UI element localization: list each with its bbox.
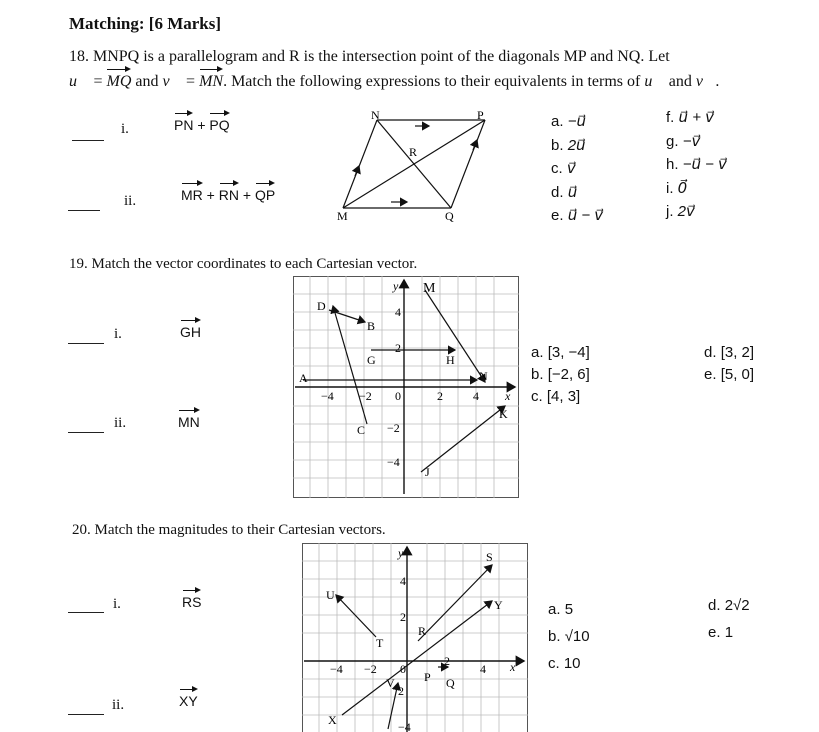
q19-graph <box>293 276 519 498</box>
q19-i-vector <box>180 324 201 340</box>
label-m: M <box>423 281 436 296</box>
q19-options-left <box>531 342 590 408</box>
label-g: G <box>367 353 376 367</box>
q18-options-left <box>551 110 603 228</box>
equals: = <box>89 73 107 90</box>
y-tick-4: 4 <box>395 305 401 319</box>
label-y: Y <box>494 598 503 612</box>
option-h[interactable]: h. −u⃗ − v⃗ <box>666 156 727 173</box>
q20-i-vector <box>182 594 201 610</box>
option-b[interactable]: b. [−2, 6] <box>531 366 590 383</box>
q18-ii-expression <box>181 187 275 203</box>
vector-xy <box>342 601 492 715</box>
label-j: J <box>425 465 430 479</box>
q18-i-number: i. <box>121 121 129 137</box>
option-b[interactable]: b. √10 <box>548 628 590 645</box>
x-tick-4: 4 <box>480 662 486 676</box>
vector-mr: MR <box>181 187 203 203</box>
q19-ii-number: ii. <box>114 415 127 431</box>
q18-i-expression <box>174 117 230 133</box>
option-a[interactable]: a. [3, −4] <box>531 344 590 361</box>
option-j[interactable]: j. 2v⃗ <box>666 203 695 220</box>
x-tick-2: 2 <box>444 654 450 668</box>
q18-i-answer-blank[interactable] <box>72 140 104 141</box>
label-r: R <box>418 624 427 638</box>
q19-options-right <box>704 342 754 386</box>
label-c: C <box>357 423 366 437</box>
q20-ii-vector <box>179 693 198 709</box>
prompt-rest: . Match the following expressions to their equivalents in terms of <box>223 73 645 90</box>
q18-ii-number: ii. <box>124 193 137 209</box>
label-t: T <box>376 636 384 650</box>
vector-qp: QP <box>254 187 276 203</box>
label-s: S <box>486 550 493 564</box>
q20-options-left <box>548 596 590 677</box>
x-tick-neg4: −4 <box>321 389 334 403</box>
label-v: V <box>386 676 395 690</box>
parallelogram-diagram <box>335 110 495 222</box>
label-n: N <box>371 110 380 122</box>
and-text: and <box>664 73 696 90</box>
label-h: H <box>446 353 455 367</box>
q19-ii-vector <box>178 414 200 430</box>
q19-heading: 19. Match the vector coordinates to each Cartesian vector. <box>69 256 418 272</box>
q20-ii-answer-blank[interactable] <box>68 714 104 715</box>
q19-i-number: i. <box>114 326 122 342</box>
vector-mq: MQ <box>106 73 132 90</box>
option-e[interactable]: e. u⃗ − v⃗ <box>551 207 604 224</box>
u-symbol: u⃗ <box>644 73 665 90</box>
plus: + <box>202 187 219 203</box>
q20-graph <box>302 543 528 732</box>
equals: = <box>182 73 200 90</box>
y-tick-neg4: −4 <box>387 455 400 469</box>
option-d[interactable]: d. 2√2 <box>708 597 750 614</box>
side-pq <box>451 120 485 208</box>
option-d[interactable]: d. u⃗ <box>551 183 578 201</box>
u-symbol: u⃗ <box>69 73 90 90</box>
x-axis-label: x <box>510 660 516 674</box>
option-c[interactable]: c. 10 <box>548 655 581 672</box>
q19-ii-answer-blank[interactable] <box>68 432 104 433</box>
x-tick-neg4: −4 <box>330 662 343 676</box>
period: . <box>715 73 720 90</box>
vector-gh: GH <box>180 324 201 340</box>
vector-jk <box>421 406 505 472</box>
page-title: Matching: [6 Marks] <box>69 14 222 33</box>
label-p: P <box>477 110 484 122</box>
v-symbol: v⃗ <box>162 73 183 90</box>
q20-i-answer-blank[interactable] <box>68 612 104 613</box>
option-f[interactable]: f. u⃗ + v⃗ <box>666 109 714 126</box>
label-a: A <box>299 371 308 385</box>
q18-ii-answer-blank[interactable] <box>68 210 100 211</box>
option-e[interactable]: e. [5, 0] <box>704 366 755 383</box>
x-axis-label: x <box>505 389 511 403</box>
side-mn <box>343 120 377 208</box>
diagonal-nq <box>377 120 451 208</box>
option-i[interactable]: i. 0⃗ <box>666 179 688 197</box>
q20-heading: 20. Match the magnitudes to their Cartesian vectors. <box>72 522 386 538</box>
label-b: B <box>367 319 376 333</box>
label-n: N <box>479 369 488 383</box>
option-c[interactable]: c. [4, 3] <box>531 388 581 405</box>
option-a[interactable]: a. −u⃗ <box>551 113 586 130</box>
vector-mn-graph: MN <box>178 414 200 430</box>
label-r: R <box>409 145 418 159</box>
option-e[interactable]: e. 1 <box>708 624 734 641</box>
q18-prompt-line1: 18. MNPQ is a parallelogram and R is the intersection point of the diagonals MP and NQ. Let <box>69 48 670 65</box>
q19-i-answer-blank[interactable] <box>68 343 104 344</box>
y-tick-2: 2 <box>400 610 406 624</box>
y-axis-label: y <box>393 279 399 293</box>
y-tick-4: 4 <box>400 574 406 588</box>
vector-tu <box>336 595 376 637</box>
x-tick-2: 2 <box>437 389 443 403</box>
y-axis-label: y <box>398 546 404 560</box>
label-m: M <box>337 209 348 222</box>
q20-i-number: i. <box>113 596 121 612</box>
q18-prompt-line2 <box>69 73 719 91</box>
label-u: U <box>326 588 335 602</box>
label-x: X <box>328 713 337 727</box>
vector-xy: XY <box>179 693 198 709</box>
option-b[interactable]: b. 2u⃗ <box>551 136 586 154</box>
vector-rs: RS <box>182 594 202 610</box>
y-tick-neg2: −2 <box>387 421 400 435</box>
vector-mn: MN <box>199 73 224 90</box>
option-g[interactable]: g. −v⃗ <box>666 132 701 150</box>
q20-options-right <box>708 592 750 646</box>
q20-ii-number: ii. <box>112 697 125 713</box>
and-text: and <box>131 73 163 90</box>
label-p: P <box>424 670 431 684</box>
label-d: D <box>317 299 326 313</box>
vector-pq: PQ <box>209 117 230 133</box>
label-k: K <box>499 407 508 421</box>
option-c[interactable]: c. v⃗ <box>551 160 576 177</box>
y-tick-neg2: 2 <box>398 684 404 698</box>
y-tick-2: 2 <box>395 341 401 355</box>
option-a[interactable]: a. 5 <box>548 601 574 618</box>
q18-options-right <box>666 106 727 224</box>
x-tick-4: 4 <box>473 389 479 403</box>
vector-rn: RN <box>218 187 239 203</box>
x-tick-0: 0 <box>400 662 406 676</box>
label-q: Q <box>445 209 454 222</box>
vector-pn: PN <box>174 117 194 133</box>
label-q: Q <box>446 676 455 690</box>
plus: + <box>193 117 210 133</box>
y-tick-neg4: −4 <box>398 720 411 732</box>
v-symbol: v⃗ <box>695 73 716 90</box>
option-d[interactable]: d. [3, 2] <box>704 344 755 361</box>
x-tick-neg2: −2 <box>359 389 372 403</box>
x-tick-0: 0 <box>395 389 401 403</box>
plus: + <box>238 187 255 203</box>
x-tick-neg2: −2 <box>364 662 377 676</box>
